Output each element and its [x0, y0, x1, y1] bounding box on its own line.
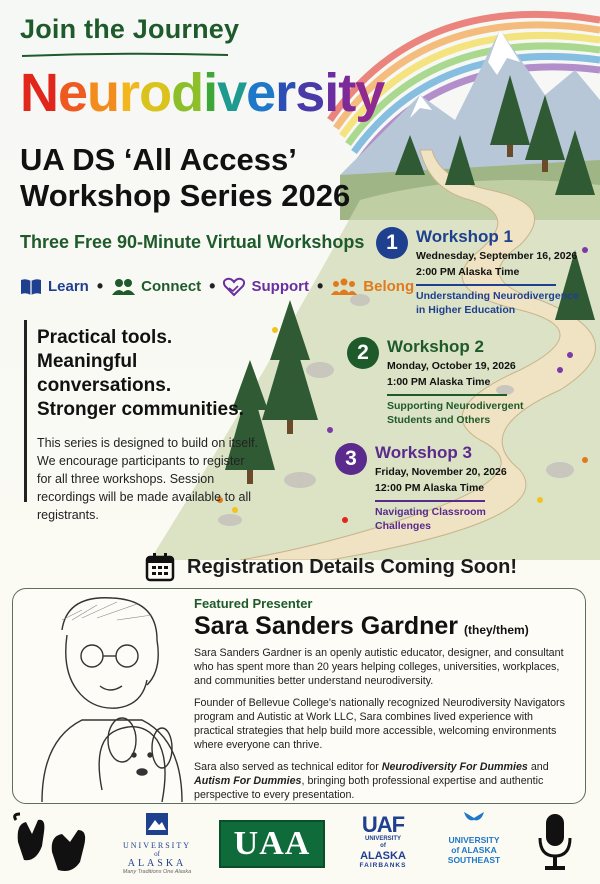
registration-banner: [145, 552, 517, 582]
university-of-alaska-logo: [112, 812, 202, 875]
tagline-line-3: Stronger communities.: [37, 399, 244, 420]
ua-emblem-icon: [145, 812, 169, 836]
pillar-connect: [111, 278, 201, 296]
workshop-number-badge: 3: [335, 443, 367, 475]
uaf-logo-of: of: [380, 843, 386, 849]
workshop-topic-line-2: in Higher Education: [416, 304, 516, 316]
bio-paragraph-2: Founder of Bellevue College's nationally recognized Neurodiversity Navigators program and Autistic at Work LLC, Sara combines lived experience with practical strategies that help build more accessible, welcoming environments where everyone can thrive.: [194, 697, 565, 751]
people-icon: [111, 278, 135, 296]
title-letter: t: [338, 63, 356, 123]
book-title-2: Autism For Dummies: [194, 775, 302, 787]
workshop-topic-line-2: Students and Others: [387, 414, 491, 426]
workshop-title: Workshop 2: [387, 337, 484, 356]
workshop-3: [335, 443, 507, 533]
pillar-label: Connect: [141, 278, 202, 295]
workshop-date: Friday, November 20, 2026: [375, 466, 507, 478]
workshop-divider: [387, 394, 507, 396]
uaf-logo-line-1: UNIVERSITY: [364, 836, 401, 842]
pillar-separator: •: [316, 276, 324, 296]
uas-logo-line-2: of ALASKA: [451, 845, 497, 855]
pillar-separator: •: [96, 276, 104, 296]
workshop-topic-line-2: Challenges: [375, 520, 432, 532]
presenter-name: Sara Sanders Gardner: [194, 612, 459, 640]
pillar-support: [223, 277, 309, 297]
series-title: [20, 142, 380, 214]
uaf-logo-mark: UAF: [361, 812, 405, 837]
tagline-line-1: Practical tools.: [37, 327, 173, 348]
workshop-1: [376, 227, 579, 317]
workshop-date: Wednesday, September 16, 2026: [416, 250, 578, 262]
pillar-label: Support: [251, 278, 309, 295]
presenter-bio: [194, 646, 574, 810]
title-letter: d: [171, 63, 204, 123]
title-letter: N: [20, 63, 58, 123]
title-letter: e: [58, 63, 88, 123]
bio-paragraph-1: Sara Sanders Gardner is an openly autistic educator, designer, and consultant who has spent more than 20 years helping colleges, universities, workplaces, and communities better understand neurodiversity.: [194, 647, 564, 687]
uaf-logo: [352, 814, 414, 870]
presenter-pronouns: (they/them): [464, 623, 529, 637]
pillar-label: Learn: [48, 278, 89, 295]
handshake-heart-icon: [223, 277, 245, 297]
workshop-number-badge: 2: [347, 337, 379, 369]
title-letter: y: [355, 63, 385, 123]
calendar-icon: [145, 552, 175, 582]
microphone-icon: [535, 812, 575, 874]
workshop-topic-line-1: Navigating Classroom: [375, 506, 486, 518]
sign-language-icon: [12, 812, 90, 876]
bio-3-prefix: Sara also served as technical editor for: [194, 761, 382, 773]
tagline-line-2: Meaningful conversations.: [37, 351, 172, 396]
subheading: Three Free 90-Minute Virtual Workshops: [20, 232, 365, 252]
title-letter: u: [87, 63, 120, 123]
intro-block: [24, 320, 259, 522]
neurodiversity-title: [20, 63, 385, 123]
title-letter: i: [324, 63, 339, 123]
workshop-topic-line-1: Understanding Neurodivergence: [416, 290, 579, 302]
workshop-2: [347, 337, 524, 427]
workshop-title: Workshop 1: [416, 227, 513, 246]
kicker-underline: [20, 52, 230, 58]
title-letter: r: [275, 63, 296, 123]
title-letter: e: [246, 63, 276, 123]
pillar-learn: [20, 278, 89, 296]
title-letter: o: [139, 63, 172, 123]
workshop-number-badge: 1: [376, 227, 408, 259]
workshop-divider: [416, 284, 556, 286]
workshop-title: Workshop 3: [375, 443, 472, 462]
ua-logo-line-2: ALASKA: [127, 858, 187, 869]
pillar-separator: •: [209, 276, 216, 296]
registration-text: Registration Details Coming Soon!: [187, 555, 518, 578]
series-title-line-1: UA DS ‘All Access’: [20, 142, 297, 177]
workshop-divider: [375, 500, 485, 502]
ua-logo-of: of: [154, 850, 160, 858]
uaf-logo-line-3: FAIRBANKS: [359, 862, 407, 869]
workshop-time: 12:00 PM Alaska Time: [375, 482, 485, 494]
uaa-logo: [219, 820, 325, 868]
presenter-portrait-sketch: [22, 590, 190, 802]
title-letter: i: [203, 63, 218, 123]
featured-presenter-label: Featured Presenter: [194, 596, 313, 611]
ua-logo-line-1: UNIVERSITY: [123, 841, 191, 850]
bio-paragraph-3: [194, 760, 574, 802]
ua-logo-tagline: Many Traditions One Alaska: [122, 869, 192, 875]
uaa-logo-text: UAA: [233, 825, 311, 862]
uas-logo: [438, 810, 510, 865]
uas-logo-line-3: SOUTHEAST: [447, 855, 501, 865]
tagline: [37, 326, 259, 422]
pillars-row: [20, 276, 414, 297]
title-letter: s: [295, 63, 325, 123]
workshop-topic-line-1: Supporting Neurodivergent: [387, 400, 524, 412]
title-letter: v: [217, 63, 247, 123]
intro-body: This series is designed to build on itself. We encourage participants to register for all three workshops. Session recordings will be made available to all registrants.: [37, 436, 258, 522]
logo-strip: [0, 808, 600, 884]
pillar-label: Belong: [363, 278, 415, 295]
whale-tail-icon: [463, 810, 485, 830]
workshop-date: Monday, October 19, 2026: [387, 360, 516, 372]
kicker-heading: Join the Journey: [20, 14, 240, 44]
presenter-name-line: [194, 612, 529, 641]
workshop-time: 2:00 PM Alaska Time: [416, 266, 520, 278]
uas-logo-line-1: UNIVERSITY: [448, 835, 500, 845]
title-letter: r: [119, 63, 140, 123]
book-title-1: Neurodiversity For Dummies: [381, 761, 528, 773]
workshop-time: 1:00 PM Alaska Time: [387, 376, 491, 388]
book-icon: [20, 278, 42, 296]
bio-3-suffix: , bringing both professional expertise and authentic perspective to every presentation.: [194, 775, 544, 801]
series-title-line-2: Workshop Series 2026: [20, 178, 351, 213]
uaf-logo-line-2: ALASKA: [360, 850, 406, 862]
group-icon: [331, 278, 357, 296]
bio-3-mid: and: [527, 761, 549, 773]
